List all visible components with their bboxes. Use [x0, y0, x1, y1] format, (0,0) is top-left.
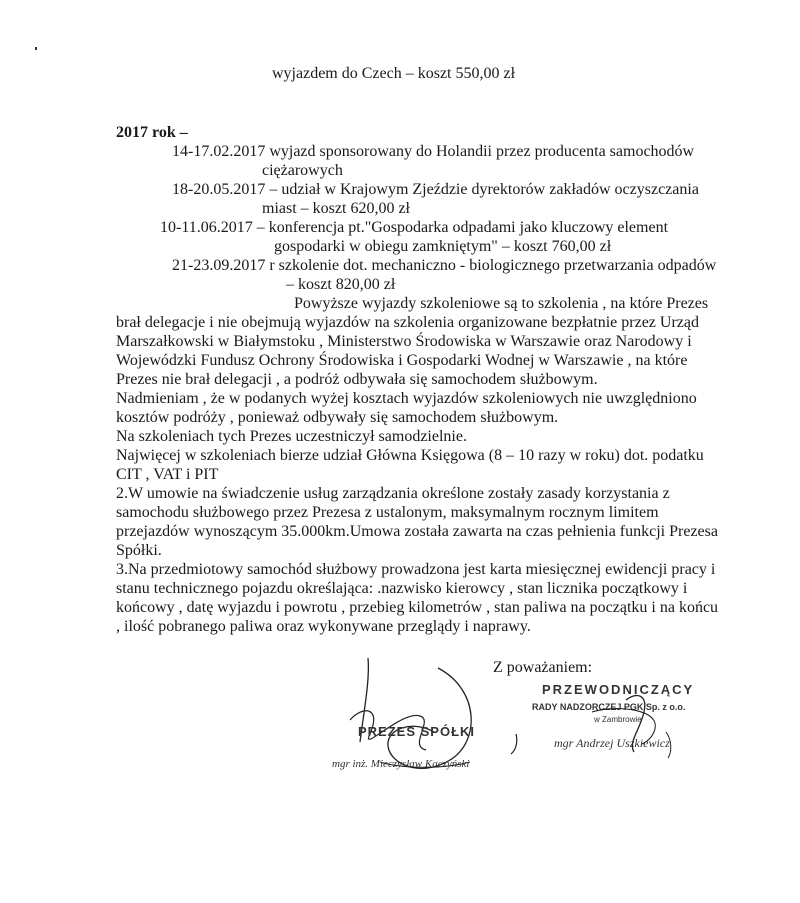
tick-mark-icon: [508, 732, 520, 756]
trip-3-line1: 10-11.06.2017 – konferencja pt."Gospodarka odpadami jako kluczowy element: [160, 219, 669, 236]
trip-2-line2: miast – koszt 620,00 zł: [262, 200, 410, 217]
body-line-1: Powyższe wyjazdy szkoleniowe są to szkolenia , na które Prezes: [294, 295, 709, 312]
body-line-11: 2.W umowie na świadczenie usług zarządzania określone zostały zasady korzystania z: [116, 485, 670, 502]
body-line-3: Marszałkowski w Białymstoku , Ministerstwo Środowiska w Warszawie oraz Narodowy i: [116, 333, 692, 350]
body-line-8: Na szkoleniach tych Prezes uczestniczył samodzielnie.: [116, 428, 467, 445]
trip-3-line2: gospodarki w obiegu zamkniętym" – koszt 760,00 zł: [274, 238, 612, 255]
body-line-9: Najwięcej w szkoleniach bierze udział Główna Księgowa (8 – 10 razy w roku) dot. podatku: [116, 447, 704, 464]
president-stamp-title: PREZES SPÓŁKI: [358, 724, 476, 739]
body-line-14: Spółki.: [116, 542, 162, 559]
scan-speck: [35, 47, 37, 50]
trip-1-line1: 14-17.02.2017 wyjazd sponsorowany do Holandii przez producenta samochodów: [172, 143, 695, 160]
trip-4-line1: 21-23.09.2017 r szkolenie dot. mechaniczno - biologicznego przetwarzania odpadów: [172, 257, 717, 274]
body-line-12: samochodu służbowego przez Prezesa z ustalonym, maksymalnym rocznym limitem: [116, 504, 659, 521]
chairman-stamp-city: w Zambrowie: [594, 715, 642, 724]
president-stamp-name: mgr inż. Mieczysław Kaczyński: [332, 758, 470, 770]
closing-greeting: Z poważaniem:: [493, 659, 593, 676]
body-line-15: 3.Na przedmiotowy samochód służbowy prowadzona jest karta miesięcznej ewidencji pracy i: [116, 561, 716, 578]
trip-4-line2: – koszt 820,00 zł: [286, 276, 396, 293]
trip-2-line1: 18-20.05.2017 – udział w Krajowym Zjeździe dyrektorów zakładów oczyszczania: [172, 181, 699, 198]
body-line-10: CIT , VAT i PIT: [116, 466, 219, 483]
body-line-16: stanu technicznego pojazdu określająca: .nazwisko kierowcy , stan licznika początkowy i: [116, 580, 688, 597]
body-line-5: Prezes nie brał delegacji , a podróż odbywała się samochodem służbowym.: [116, 371, 598, 388]
body-line-7: kosztów podróży , ponieważ odbywały się samochodem służbowym.: [116, 409, 559, 426]
chairman-stamp-block: [532, 682, 732, 762]
body-line-6: Nadmieniam , że w podanych wyżej kosztach wyjazdów szkoleniowych nie uwzględniono: [116, 390, 697, 407]
top-line: wyjazdem do Czech – koszt 550,00 zł: [272, 65, 516, 82]
chairman-stamp-subtitle: RADY NADZORCZEJ PGK Sp. z o.o.: [532, 702, 686, 712]
year-heading: 2017 rok –: [116, 124, 188, 141]
body-line-2: brał delegacje i nie obejmują wyjazdów na szkolenia organizowane bezpłatnie przez Urząd: [116, 314, 699, 331]
trip-1-line2: ciężarowych: [262, 162, 343, 179]
president-signature-block: [330, 650, 500, 790]
body-line-18: , ilość pobranego paliwa oraz wykonywane przeglądy i naprawy.: [116, 618, 531, 635]
chairman-stamp-name: mgr Andrzej Uszkiewicz: [554, 736, 670, 750]
chairman-signature-icon: [532, 682, 732, 762]
body-line-4: Wojewódzki Fundusz Ochrony Środowiska i Gospodarki Wodnej w Warszawie , na które: [116, 352, 688, 369]
chairman-stamp-title: PRZEWODNICZĄCY: [542, 682, 695, 697]
body-line-13: przejazdów wynoszącym 35.000km.Umowa została zawarta na czas pełnienia funkcji Prezesa: [116, 523, 718, 540]
body-line-17: końcowy , datę wyjazdu i powrotu , przebieg kilometrów , stan paliwa na początku i na końcu: [116, 599, 719, 616]
